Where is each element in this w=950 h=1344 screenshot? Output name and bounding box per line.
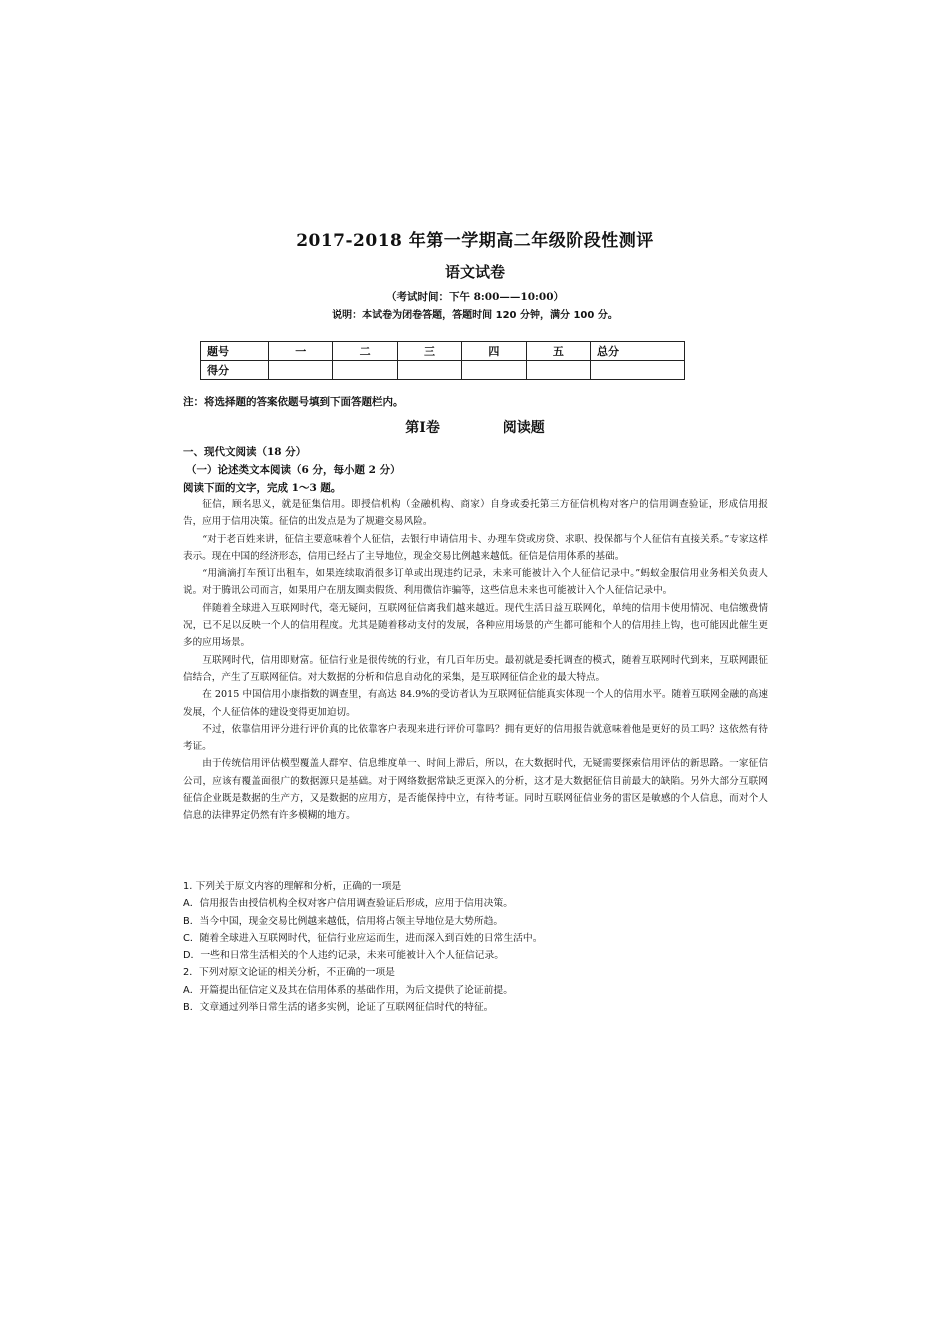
score-cell[interactable] (333, 361, 397, 380)
question-option: C．随着全球进入互联网时代，征信行业应运而生，进而深入到百姓的日常生活中。 (183, 932, 543, 944)
question-option: A．信用报告由授信机构全权对客户信用调查验证后形成，应用于信用决策。 (183, 898, 513, 910)
section-sub-heading: （一）论述类文本阅读（6 分，每小题 2 分） (186, 464, 401, 476)
exam-subtitle: 语文试卷 (444, 263, 505, 281)
score-cell[interactable] (591, 361, 685, 380)
passage-paragraph: 互联网时代，信用即财富。征信行业是很传统的行业，有几百年历史。最初就是委托调查的模式，随着互联网时代到来，互联网跟征信结合，产生了互联网征信。对大数据的分析和信息自动化的采集，是互联网征信企业的最大特点。 (183, 654, 768, 683)
score-table-score-row (201, 361, 685, 380)
question-option: A．开篇提出征信定义及其在信用体系的基础作用，为后文提供了论证前提。 (183, 984, 513, 996)
score-cell[interactable] (269, 361, 333, 380)
passage-paragraph: 在 2015 中国信用小康指数的调查里，有高达 84.9%的受访者认为互联网征信能真实体现一个人的信用水平。随着互联网金融的高速发展，个人征信体的建设变得更加迫切。 (183, 689, 768, 718)
question-stem: 1. 下列关于原文内容的理解和分析，正确的一项是 (183, 881, 402, 892)
passage-paragraph: 征信，顾名思义，就是征集信用。即授信机构（金融机构、商家）自身或委托第三方征信机构对客户的信用调查验证，形成信用报告，应用于信用决策。征信的出发点是为了规避交易风险。 (183, 499, 768, 528)
passage-paragraph: 由于传统信用评估模型覆盖人群窄、信息维度单一、时间上滞后，所以，在大数据时代，无疑需要探索信用评估的新思路。一家征信公司，应该有覆盖面很广的数据源只是基础。对于网络数据常缺乏更深入的分析，这才是大数据征信目前最大的缺陷。另外大部分互联网征信企业既是数据的生产方，又是数据的应用方，是否能保持中立，有待考证。同时互联网征信业务的雷区是敏感的个人信息，而对个人信息的法律界定仍然有许多模糊的地方。 (183, 758, 768, 822)
score-cell[interactable] (397, 361, 461, 380)
score-header-5: 五 (526, 342, 590, 361)
passage-paragraph: “用滴滴打车预订出租车，如果连续取消很多订单或出现违约记录，未来可能被计入个人征信记录中。”蚂蚁金服信用业务相关负责人说。对于腾讯公司而言，如果用户在朋友圈卖假货、利用微信诈骗等，这些信息未来也可能被计入个人征信记录中。 (183, 568, 768, 597)
section-heading: 一、现代文阅读（18 分） (183, 446, 307, 458)
score-cell[interactable] (462, 361, 526, 380)
score-table (200, 341, 685, 380)
question-option: D．一些和日常生活相关的个人违约记录，未来可能被计入个人征信记录。 (183, 950, 505, 962)
score-header-1: 一 (269, 342, 333, 361)
exam-description: 说明：本试卷为闭卷答题，答题时间 120 分钟，满分 100 分。 (332, 310, 618, 321)
questions-block (183, 878, 773, 1016)
question-option: B．文章通过列举日常生活的诸多实例，论证了互联网征信时代的特征。 (183, 1002, 494, 1014)
part-name: 阅读题 (502, 420, 545, 436)
section-instruction: 阅读下面的文字，完成 1～3 题。 (183, 482, 342, 494)
score-row-label: 得分 (201, 361, 269, 380)
answer-note: 注：将选择题的答案依题号填到下面答题栏内。 (183, 396, 404, 408)
score-cell[interactable] (526, 361, 590, 380)
exam-time: （考试时间：下午 8:00——10:00） (385, 291, 565, 303)
question-option: B．当今中国，现金交易比例越来越低，信用将占领主导地位是大势所趋。 (183, 915, 504, 927)
passage-paragraph: 伴随着全球进入互联网时代，毫无疑问，互联网征信离我们越来越近。现代生活日益互联网化，单纯的信用卡使用情况、电信缴费情况，已不足以反映一个人的信用程度。尤其是随着移动支付的发展，各种应用场景的产生都可能和个人的信用挂上钩，也可能因此催生更多的应用场景。 (183, 602, 768, 649)
exam-title: 2017-2018 年第一学期高二年级阶段性测评 (296, 231, 654, 251)
part-label: 第Ⅰ卷 (405, 420, 440, 436)
reading-passage (183, 496, 768, 825)
passage-paragraph: 不过，依靠信用评分进行评价真的比依靠客户表现来进行评价可靠吗？拥有更好的信用报告就意味着他是更好的员工吗？这依然有待考证。 (183, 723, 768, 753)
score-header-label: 题号 (201, 342, 269, 361)
question-stem: 2．下列对原文论证的相关分析，不正确的一项是 (183, 967, 395, 979)
score-header-total: 总分 (591, 342, 685, 361)
score-header-2: 二 (333, 342, 397, 361)
score-table-header-row (201, 342, 685, 361)
part-heading (0, 417, 950, 437)
score-header-4: 四 (462, 342, 526, 361)
score-header-3: 三 (397, 342, 461, 361)
passage-paragraph: “对于老百姓来讲，征信主要意味着个人征信，去银行申请信用卡、办理车贷或房贷、求职、投保都与个人征信有直接关系。”专家这样表示。现在中国的经济形态，信用已经占了主导地位，现金交易比例越来越低。征信是信用体系的基础。 (183, 533, 768, 562)
